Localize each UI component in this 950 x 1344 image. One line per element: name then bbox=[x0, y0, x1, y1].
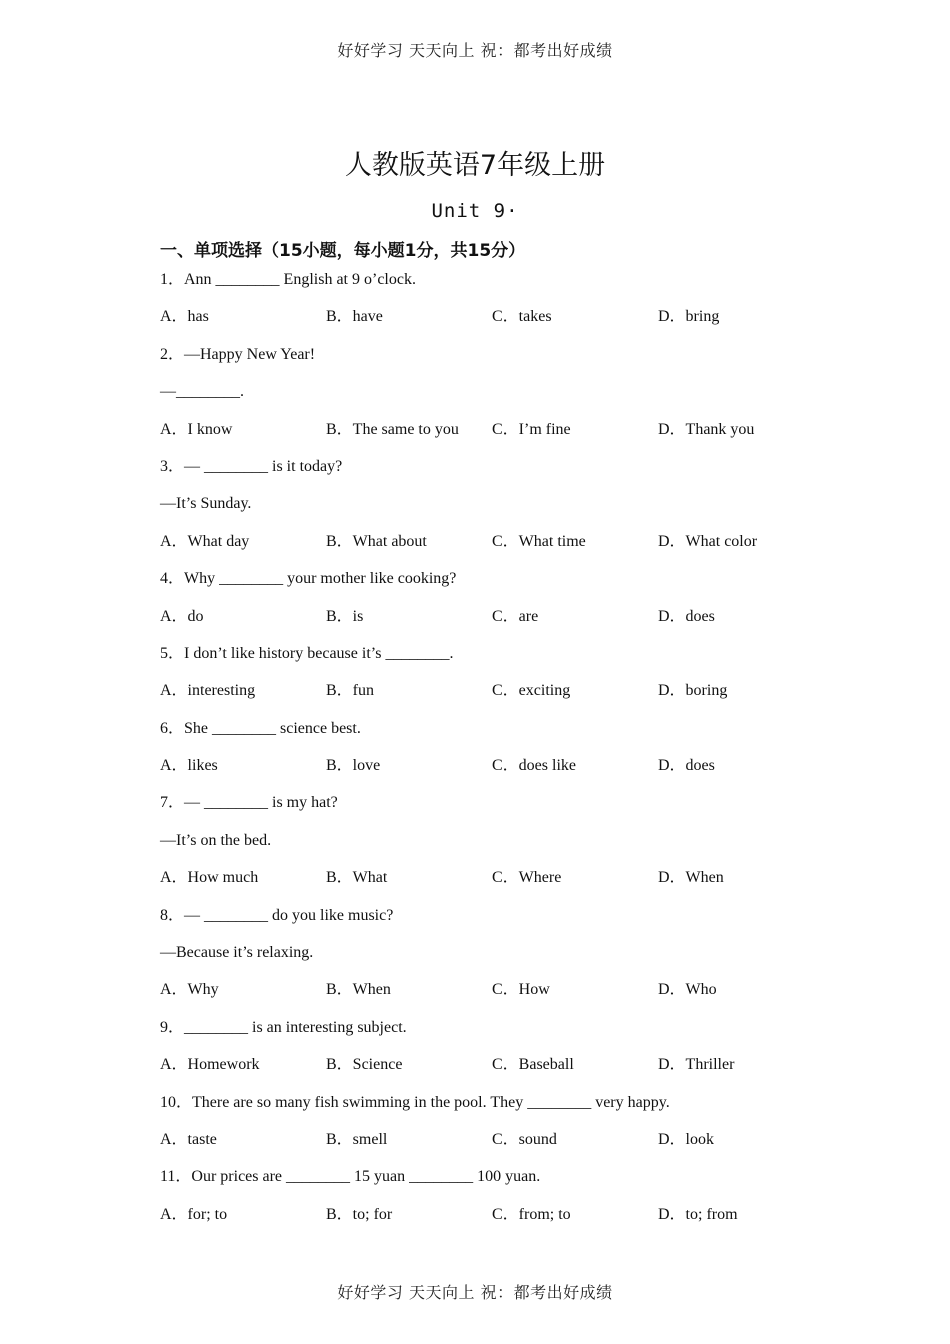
answer-option-d: D．Who bbox=[658, 981, 717, 999]
question-item bbox=[160, 715, 860, 790]
unit-subtitle: Unit 9· bbox=[431, 200, 519, 222]
answer-options bbox=[160, 416, 860, 453]
question-item bbox=[160, 341, 860, 453]
answer-options bbox=[160, 1201, 860, 1238]
question-stem: 9．________ is an interesting subject. bbox=[160, 1018, 407, 1036]
answer-option-d: D．does bbox=[658, 607, 715, 625]
answer-option-b: B．When bbox=[326, 981, 391, 999]
answer-options bbox=[160, 976, 860, 1013]
answer-option-a: A．taste bbox=[160, 1130, 217, 1148]
answer-option-d: D．look bbox=[658, 1130, 715, 1148]
answer-option-c: C．Baseball bbox=[492, 1056, 574, 1074]
section-heading: 一、单项选择（15小题，每小题1分，共15分） bbox=[160, 241, 526, 261]
answer-option-c: C．exciting bbox=[492, 682, 571, 700]
answer-option-a: A．Homework bbox=[160, 1056, 260, 1074]
answer-options bbox=[160, 303, 860, 340]
question-stem: 11．Our prices are ________ 15 yuan ________ 100 yuan. bbox=[160, 1168, 541, 1186]
answer-option-c: C．I’m fine bbox=[492, 420, 571, 438]
question-item bbox=[160, 1089, 860, 1164]
question-stem: 4．Why ________ your mother like cooking? bbox=[160, 570, 457, 588]
answer-option-a: A．likes bbox=[160, 757, 218, 775]
question-item bbox=[160, 565, 860, 640]
answer-option-c: C．sound bbox=[492, 1130, 557, 1148]
answer-option-c: C．from; to bbox=[492, 1205, 571, 1223]
answer-option-b: B．love bbox=[326, 757, 381, 775]
answer-option-c: C．does like bbox=[492, 757, 576, 775]
answer-options bbox=[160, 603, 860, 640]
question-item bbox=[160, 789, 860, 901]
answer-option-b: B．Science bbox=[326, 1056, 403, 1074]
answer-options bbox=[160, 864, 860, 901]
answer-option-b: B．What bbox=[326, 869, 388, 887]
answer-option-c: C．takes bbox=[492, 308, 552, 326]
question-item bbox=[160, 453, 860, 565]
question-stem: 5．I don’t like history because it’s ________. bbox=[160, 644, 454, 662]
answer-option-b: B．The same to you bbox=[326, 420, 459, 438]
question-dialogue-line: —It’s Sunday. bbox=[160, 495, 252, 513]
question-stem: 1．Ann ________ English at 9 o’clock. bbox=[160, 271, 416, 288]
question-stem: 7．— ________ is my hat? bbox=[160, 794, 338, 812]
answer-options bbox=[160, 528, 860, 565]
answer-option-b: B．fun bbox=[326, 682, 375, 700]
question-stem: 10．There are so many fish swimming in the pool. They ________ very happy. bbox=[160, 1093, 670, 1111]
answer-option-a: A．I know bbox=[160, 420, 233, 438]
answer-options bbox=[160, 1051, 860, 1088]
question-stem: 2．—Happy New Year! bbox=[160, 345, 316, 363]
answer-option-a: A．Why bbox=[160, 981, 219, 999]
answer-options bbox=[160, 677, 860, 714]
page-footer: 好好学习 天天向上 祝：都考出好成绩 bbox=[337, 1283, 613, 1302]
question-dialogue-line: —________. bbox=[160, 383, 244, 401]
question-dialogue-line: —It’s on the bed. bbox=[160, 831, 272, 849]
answer-option-c: C．are bbox=[492, 607, 539, 625]
answer-option-d: D．When bbox=[658, 869, 724, 887]
question-list bbox=[160, 266, 860, 1238]
question-item bbox=[160, 640, 860, 715]
answer-option-d: D．boring bbox=[658, 682, 728, 700]
question-item bbox=[160, 266, 860, 341]
answer-option-a: A．interesting bbox=[160, 682, 256, 700]
answer-option-a: A．do bbox=[160, 607, 204, 625]
answer-option-a: A．has bbox=[160, 308, 209, 326]
answer-option-d: D．to; from bbox=[658, 1205, 738, 1223]
question-stem: 6．She ________ science best. bbox=[160, 719, 361, 737]
answer-option-d: D．Thriller bbox=[658, 1056, 735, 1074]
answer-option-b: B．is bbox=[326, 607, 364, 625]
answer-option-b: B．to; for bbox=[326, 1205, 393, 1223]
answer-options bbox=[160, 1126, 860, 1163]
answer-option-a: A．for; to bbox=[160, 1205, 228, 1223]
document-title: 人教版英语7年级上册 bbox=[344, 150, 606, 181]
answer-option-c: C．What time bbox=[492, 532, 586, 550]
question-stem: 8．— ________ do you like music? bbox=[160, 906, 394, 924]
answer-option-c: C．Where bbox=[492, 869, 562, 887]
page-header: 好好学习 天天向上 祝：都考出好成绩 bbox=[337, 41, 613, 60]
answer-option-c: C．How bbox=[492, 981, 550, 999]
answer-option-b: B．have bbox=[326, 308, 383, 326]
answer-options bbox=[160, 752, 860, 789]
question-dialogue-line: —Because it’s relaxing. bbox=[160, 944, 314, 962]
answer-option-b: B．smell bbox=[326, 1130, 388, 1148]
answer-option-a: A．How much bbox=[160, 869, 259, 887]
answer-option-d: D．What color bbox=[658, 532, 758, 550]
answer-option-d: D．bring bbox=[658, 308, 720, 326]
answer-option-d: D．does bbox=[658, 757, 715, 775]
answer-option-d: D．Thank you bbox=[658, 420, 755, 438]
answer-option-b: B．What about bbox=[326, 532, 427, 550]
question-item bbox=[160, 902, 860, 1014]
question-item bbox=[160, 1014, 860, 1089]
answer-option-a: A．What day bbox=[160, 532, 250, 550]
question-stem: 3．— ________ is it today? bbox=[160, 457, 343, 475]
question-item bbox=[160, 1163, 860, 1238]
